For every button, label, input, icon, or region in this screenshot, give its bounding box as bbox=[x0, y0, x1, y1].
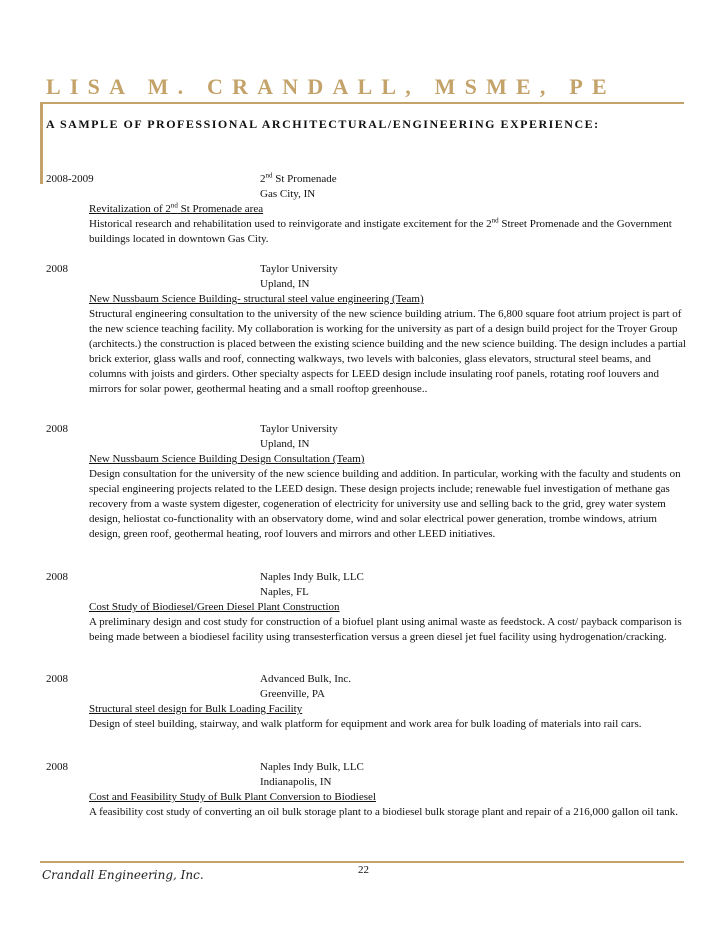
entry-project-title: New Nussbaum Science Building- structural steel value engineering (Team) bbox=[89, 293, 424, 305]
section-title: A SAMPLE OF PROFESSIONAL ARCHITECTURAL/ENGINEERING EXPERIENCE: bbox=[46, 117, 600, 131]
entry-organization: Taylor University bbox=[260, 423, 338, 435]
entry-organization: Naples Indy Bulk, LLC bbox=[260, 571, 364, 583]
entry-project-title: Revitalization of 2nd St Promenade area bbox=[89, 201, 264, 215]
entry-organization: 2nd St Promenade bbox=[260, 171, 337, 185]
entry-project-title: Cost and Feasibility Study of Bulk Plant Conversion to Biodiesel bbox=[89, 791, 376, 803]
entry-location: Naples, FL bbox=[260, 586, 309, 598]
entry-description: Design consultation for the university of the new science building and addition. In particular, working with the faculty and students on special engineering projects related to the LEED design. These design projects include; renewable fuel investigation of methane gas recovery from a waste system digester, cogeneration of electricity for university use and selling back to the grid, grey water system design, heliostat co-functionality with an observatory dome, wind and solar electrical power generation, trombe windows, atrium design, green roof, geothermal heating, roof louvers and mirrors and other LEED initiatives. bbox=[89, 468, 681, 540]
resume-name: LISA M. CRANDALL, MSME, PE bbox=[46, 74, 616, 99]
entry-location: Indianapolis, IN bbox=[260, 776, 332, 788]
entry-year: 2008 bbox=[46, 571, 68, 583]
entry-organization: Taylor University bbox=[260, 263, 338, 275]
entry-location: Upland, IN bbox=[260, 278, 310, 290]
entry-year: 2008 bbox=[46, 263, 68, 275]
entry-project-title: Structural steel design for Bulk Loading Facility bbox=[89, 703, 303, 715]
entry-description: Structural engineering consultation to the university of the new science building atrium. The 6,800 square foot atrium project is part of the new science teaching facility. My collaboration is working for the university as part of a design build project for the Troyer Group (architects.) the construction is placed between the existing science building and the new science building. The design includes a partial brick exterior, glass walls and roof, connecting walkways, two levels with balconies, glass elevators, structural steel beams, and columns with joists and girders. Other specialty aspects for LEED design include insulating roof panels, rotating roof louvers and mirrors for solar power, geothermal heating and a small rooftop greenhouse.. bbox=[89, 308, 686, 395]
entry-description: Historical research and rehabilitation used to reinvigorate and instigate excitement for the 2nd Street Promenade and the Government buildings located in downtown Gas City. bbox=[89, 216, 672, 245]
entry-year: 2008 bbox=[46, 761, 68, 773]
footer-company-name: Crandall Engineering, Inc. bbox=[42, 868, 204, 882]
entry-description: A feasibility cost study of converting an oil bulk storage plant to a biodiesel bulk storage plant and repair of a 216,000 gallon oil tank. bbox=[89, 806, 678, 818]
entry-project-title: New Nussbaum Science Building Design Consultation (Team) bbox=[89, 453, 365, 465]
header-rule bbox=[40, 102, 684, 104]
footer-rule bbox=[40, 861, 684, 863]
page-number: 22 bbox=[358, 864, 369, 876]
entry-project-title: Cost Study of Biodiesel/Green Diesel Plant Construction bbox=[89, 601, 340, 613]
entry-location: Gas City, IN bbox=[260, 188, 316, 200]
entry-location: Greenville, PA bbox=[260, 688, 325, 700]
entry-organization: Naples Indy Bulk, LLC bbox=[260, 761, 364, 773]
header-side-rule bbox=[40, 102, 43, 184]
entry-organization: Advanced Bulk, Inc. bbox=[260, 673, 352, 685]
entry-year: 2008 bbox=[46, 673, 68, 685]
entry-location: Upland, IN bbox=[260, 438, 310, 450]
entry-year: 2008-2009 bbox=[46, 173, 94, 185]
entry-year: 2008 bbox=[46, 423, 68, 435]
entry-description: A preliminary design and cost study for construction of a biofuel plant using animal waste as feedstock. A cost/ payback comparison is being made between a biodiesel facility using transesterfication versus a green diesel jet fuel facility using hydrogenation/cracking. bbox=[89, 616, 682, 643]
entry-description: Design of steel building, stairway, and walk platform for equipment and work area for bulk loading of materials into rail cars. bbox=[89, 718, 642, 730]
